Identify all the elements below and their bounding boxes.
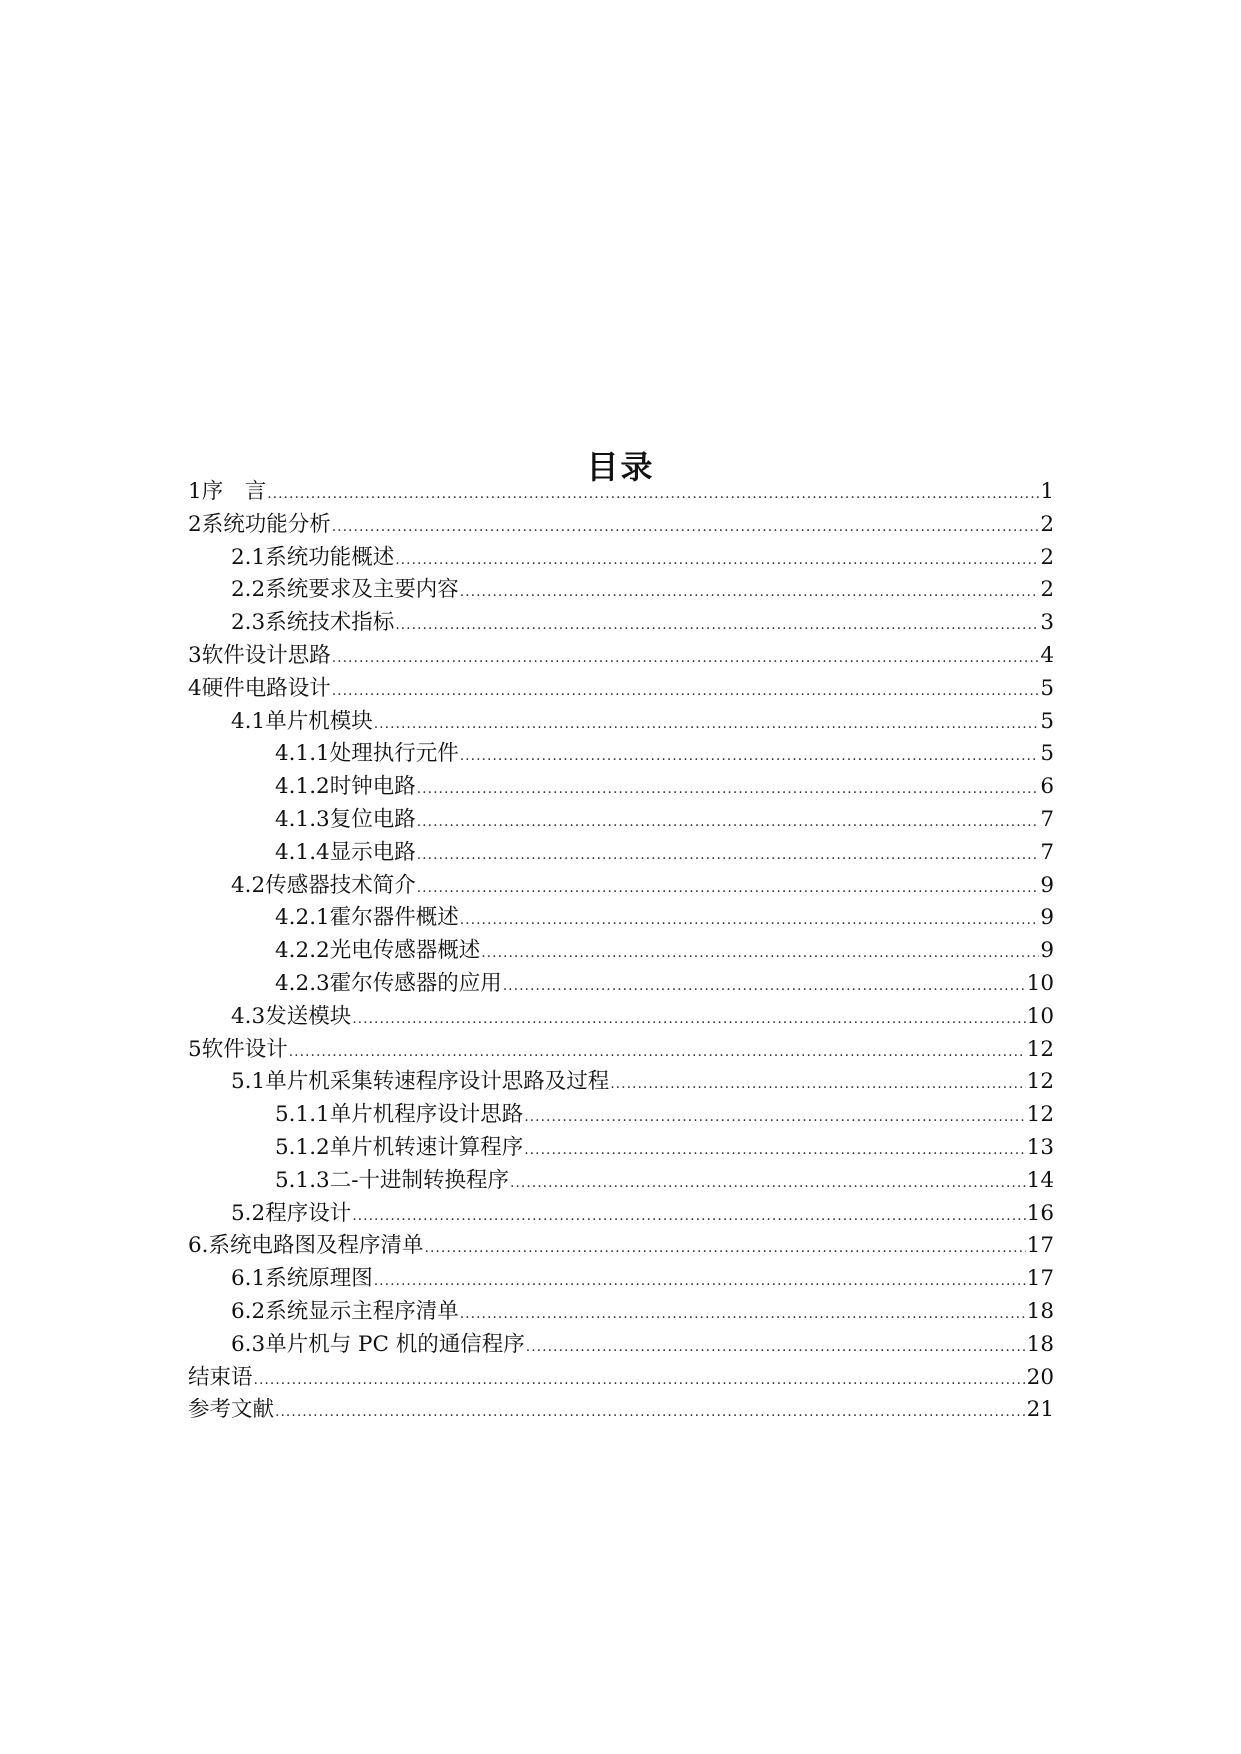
toc-entry-number: 5.1 [231,1069,266,1095]
toc-entry-page-number: 10 [1026,970,1054,996]
toc-dot-leader [254,1364,1026,1397]
toc-dot-leader [395,609,1039,642]
toc-entry-number: 4.2.3 [275,970,330,996]
toc-entry-title: 软件设计 [201,1036,288,1062]
toc-entry-page-number: 1 [1040,479,1054,504]
toc-entry-page-number: 9 [1040,905,1054,931]
toc-entry[interactable] [188,607,1054,640]
toc-dot-leader [460,576,1040,609]
toc-entry-title: 硬件电路设计 [201,675,331,701]
toc-entry-title: 光电传感器概述 [329,938,481,964]
toc-entry-page-number: 12 [1026,1036,1054,1062]
toc-entry-number: 4.3 [231,1003,266,1029]
toc-entry-page-number: 9 [1040,938,1054,964]
toc-entry-title: 处理执行元件 [329,741,459,767]
toc-entry-page-number: 2 [1040,577,1054,603]
toc-entry-number: 4.2.1 [275,905,330,931]
toc-entry[interactable] [188,837,1054,870]
toc-entry-number: 5.1.3 [275,1167,330,1193]
toc-entry[interactable] [188,706,1054,739]
toc-entry-page-number: 17 [1026,1233,1054,1259]
toc-entry-number: 5 [188,1036,202,1062]
toc-entry-title: 结束语 [188,1364,253,1390]
toc-entry-page-number: 5 [1040,741,1054,767]
toc-dot-leader [481,937,1039,970]
toc-dot-leader [524,1134,1025,1167]
toc-entry-title: 软件设计思路 [201,642,331,668]
toc-entry-title: 系统功能概述 [265,544,395,570]
toc-entry[interactable] [188,476,1054,509]
table-of-contents [188,476,1054,1427]
toc-entry-title: 单片机程序设计思路 [329,1102,524,1128]
toc-entry-title: 系统功能分析 [201,511,331,537]
toc-entry-title: 单片机采集转速程序设计思路及过程 [265,1069,610,1095]
toc-dot-leader [374,708,1040,741]
toc-entry-page-number: 18 [1026,1331,1054,1357]
toc-dot-leader [524,1101,1025,1134]
toc-entry-title: 单片机模块 [265,708,373,734]
toc-entry-title: 时钟电路 [329,774,416,800]
toc-entry[interactable] [188,1001,1054,1034]
toc-dot-leader [332,675,1040,708]
toc-entry-page-number: 4 [1040,642,1054,668]
toc-entry-number: 3 [188,642,202,668]
toc-entry-title: 系统电路图及程序清单 [208,1233,424,1259]
toc-entry[interactable] [188,673,1054,706]
toc-entry-number: 1 [188,479,202,504]
toc-entry-title: 霍尔器件概述 [329,905,459,931]
toc-dot-leader [460,1298,1026,1331]
toc-entry-title: 单片机转速计算程序 [329,1134,524,1160]
toc-entry-page-number: 7 [1040,839,1054,865]
toc-entry-page-number: 20 [1026,1364,1054,1390]
toc-entry-number: 4.1.3 [275,806,330,832]
toc-dot-leader [460,904,1040,937]
toc-entry-number: 4.1.1 [275,741,330,767]
toc-entry-number: 4.2.2 [275,938,330,964]
toc-dot-leader [332,642,1040,675]
toc-entry-title: 序 言 [201,479,267,504]
toc-entry-number: 2.3 [231,610,266,636]
toc-entry-title: 霍尔传感器的应用 [329,970,502,996]
toc-entry[interactable] [188,902,1054,935]
toc-entry-title: 系统原理图 [265,1266,373,1292]
toc-entry-page-number: 10 [1026,1003,1054,1029]
toc-dot-leader [395,544,1039,577]
toc-dot-leader [610,1068,1025,1101]
toc-entry-page-number: 17 [1026,1266,1054,1292]
toc-entry-number: 2.1 [231,544,266,570]
toc-entry-page-number: 7 [1040,806,1054,832]
toc-entry-number: 5.2 [231,1200,266,1226]
toc-entry-number: 2 [188,511,202,537]
toc-entry[interactable] [188,1394,1054,1427]
toc-entry-title: 复位电路 [329,806,416,832]
toc-entry-number: 5.1.2 [275,1134,330,1160]
toc-entry-page-number: 12 [1026,1102,1054,1128]
toc-entry[interactable] [188,1034,1054,1067]
toc-entry[interactable] [188,1329,1054,1362]
toc-entry-number: 4.2 [231,872,266,898]
toc-entry[interactable] [188,1296,1054,1329]
toc-entry-page-number: 2 [1040,544,1054,570]
toc-entry-number: 4.1.2 [275,774,330,800]
toc-entry[interactable] [188,509,1054,542]
toc-entry-page-number: 5 [1040,708,1054,734]
toc-dot-leader [352,1003,1025,1036]
toc-dot-leader [332,511,1040,544]
toc-entry-page-number: 9 [1040,872,1054,898]
toc-dot-leader [352,1200,1025,1233]
toc-entry-number: 2.2 [231,577,266,603]
toc-entry-page-number: 13 [1026,1134,1054,1160]
toc-entry-title: 系统要求及主要内容 [265,577,459,603]
toc-entry-title: 发送模块 [265,1003,352,1029]
toc-entry-page-number: 12 [1026,1069,1054,1095]
toc-entry-number: 4.1 [231,708,266,734]
toc-entry-number: 5.1.1 [275,1102,330,1128]
toc-entry[interactable] [188,1198,1054,1231]
toc-entry-page-number: 2 [1040,511,1054,537]
toc-dot-leader [267,478,1039,511]
toc-entry-title: 系统显示主程序清单 [265,1298,459,1324]
toc-entry-page-number: 6 [1040,774,1054,800]
toc-entry-number: 6.1 [231,1266,266,1292]
toc-dot-leader [417,839,1040,872]
toc-dot-leader [289,1036,1026,1069]
toc-entry[interactable] [188,1099,1054,1132]
toc-entry[interactable] [188,804,1054,837]
toc-entry[interactable] [188,1362,1054,1395]
toc-entry-page-number: 18 [1026,1298,1054,1324]
toc-dot-leader [526,1331,1026,1364]
toc-dot-leader [503,970,1026,1003]
toc-dot-leader [425,1232,1026,1265]
toc-dot-leader [460,740,1040,773]
toc-dot-leader [374,1265,1026,1298]
toc-entry[interactable] [188,870,1054,903]
toc-dot-leader [417,872,1040,905]
toc-entry-page-number: 5 [1040,675,1054,701]
toc-entry-page-number: 21 [1026,1397,1054,1423]
toc-entry[interactable] [188,1263,1054,1296]
toc-title: 目录 [586,448,655,487]
toc-entry-number: 6. [188,1233,209,1259]
toc-entry-number: 4 [188,675,202,701]
toc-entry[interactable] [188,738,1054,771]
toc-entry-page-number: 16 [1026,1200,1054,1226]
toc-entry-page-number: 3 [1040,610,1054,636]
toc-entry[interactable] [188,935,1054,968]
toc-entry[interactable] [188,1165,1054,1198]
toc-entry[interactable] [188,1230,1054,1263]
toc-entry[interactable] [188,640,1054,673]
toc-entry[interactable] [188,574,1054,607]
toc-entry-title: 传感器技术简介 [265,872,416,898]
toc-entry[interactable] [188,1066,1054,1099]
toc-entry-number: 4.1.4 [275,839,330,865]
toc-dot-leader [510,1167,1026,1200]
toc-entry[interactable] [188,771,1054,804]
toc-dot-leader [275,1396,1026,1429]
toc-entry-title: 参考文献 [188,1397,275,1423]
toc-entry-page-number: 14 [1026,1167,1054,1193]
toc-entry[interactable] [188,968,1054,1001]
toc-entry-title: 显示电路 [329,839,416,865]
toc-dot-leader [417,806,1040,839]
toc-entry-number: 6.2 [231,1298,266,1324]
toc-entry-title: 单片机与 PC 机的通信程序 [265,1331,525,1357]
toc-entry[interactable] [188,542,1054,575]
toc-entry-title: 程序设计 [265,1200,352,1226]
toc-entry[interactable] [188,1132,1054,1165]
toc-entry-title: 系统技术指标 [265,610,395,636]
toc-entry-title: 二-十进制转换程序 [329,1167,509,1193]
toc-entry-number: 6.3 [231,1331,266,1357]
toc-dot-leader [417,773,1040,806]
